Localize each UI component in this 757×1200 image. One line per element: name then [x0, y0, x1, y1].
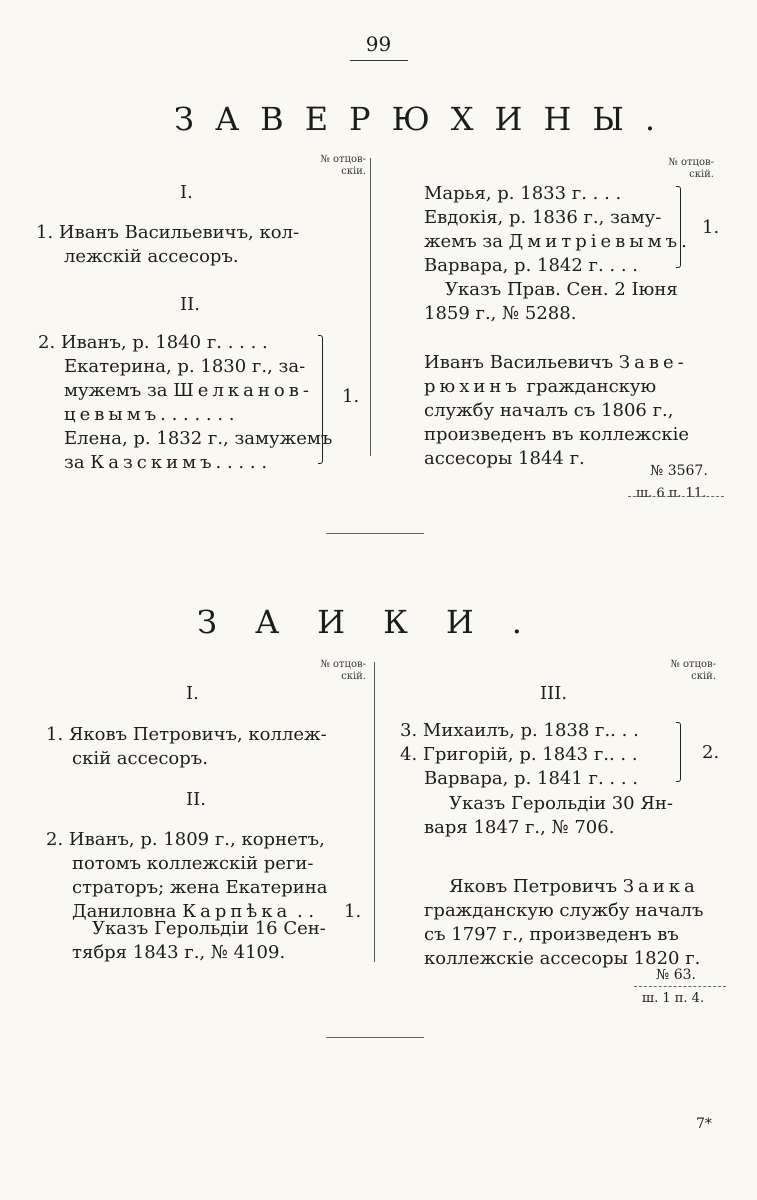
entry-line: Варвара, р. 1842 г. . . . [424, 255, 639, 276]
col-label-right-zai [650, 659, 716, 683]
grouping-brace [676, 722, 681, 782]
grouping-brace [676, 186, 681, 268]
col-label-line: № отцов- [320, 659, 366, 670]
col-label-left-zav [300, 154, 366, 178]
father-number: 1. [342, 386, 360, 407]
entry-line: страторъ; жена Екатерина [72, 877, 328, 898]
entry-line: за Казскимъ. . . . . [64, 452, 268, 473]
archive-ref-sheet: ш. 6 п. 11. [636, 486, 707, 501]
generation-heading: I. [186, 683, 199, 704]
entry-line: Варвара, р. 1841 г. . . . [424, 768, 639, 789]
entry-line: 1. Яковъ Петровичъ, коллеж- [46, 724, 327, 745]
archive-ref-sheet: ш. 1 п. 4. [642, 991, 705, 1006]
entry-line: лежскій ассесоръ. [64, 246, 239, 267]
col-label-line: скій. [689, 169, 714, 180]
col-label-line: № отцов- [320, 154, 366, 165]
entry-line: Екатерина, р. 1830 г., за- [64, 356, 306, 377]
col-label-line: скіи. [341, 166, 366, 177]
entry-line: 1. Иванъ Васильевичъ, кол- [36, 222, 300, 243]
entry-line: Евдокія, р. 1836 г., заму- [424, 207, 662, 228]
decree-line: тября 1843 г., № 4109. [72, 942, 286, 963]
page-number: 99 [365, 32, 392, 56]
note-line: службу началъ съ 1806 г., [424, 400, 674, 421]
father-number: 1. [344, 901, 362, 922]
header-rule [350, 60, 408, 61]
entry-line: Елена, р. 1832 г., замужемъ [64, 428, 333, 449]
col-label-line: скій. [691, 671, 716, 682]
entry-line: 2. Иванъ, р. 1840 г. . . . . [38, 332, 268, 353]
note-line: произведенъ въ коллежскіе [424, 424, 690, 445]
generation-heading: II. [180, 294, 200, 315]
decree-line: Указъ Герольдіи 16 Сен- [92, 918, 326, 939]
note-line: коллежскіе ассесоры 1820 г. [424, 948, 701, 969]
family-title-zaiki: ЗАИКИ. [197, 603, 560, 641]
ref-rule [634, 986, 726, 987]
entry-line: цевымъ. . . . . . . [64, 404, 235, 425]
column-divider [374, 662, 375, 962]
entry-line: Марья, р. 1833 г. . . . [424, 183, 622, 204]
generation-heading: III. [540, 683, 568, 704]
entry-line: 3. Михаилъ, р. 1838 г.. . . [400, 720, 639, 741]
entry-line: Даниловна Карпѣка . . [72, 901, 315, 922]
col-label-line: № отцов- [668, 157, 714, 168]
note-line: Иванъ Васильевичъ Заве- [424, 352, 688, 373]
col-label-left-zai [300, 659, 366, 683]
section-divider [326, 533, 424, 534]
entry-line: скій ассесоръ. [72, 748, 208, 769]
note-line: гражданскую службу началъ [424, 900, 704, 921]
note-line: ассесоры 1844 г. [424, 448, 585, 469]
note-line: рюхинъ гражданскую [424, 376, 657, 397]
ref-rule [628, 496, 724, 497]
entry-line: жемъ за Дмитріевымъ. [424, 231, 691, 252]
father-number: 1. [702, 217, 720, 238]
generation-heading: I. [180, 182, 193, 203]
col-label-line: скій. [341, 671, 366, 682]
archive-ref-number: № 3567. [650, 463, 708, 479]
note-line: съ 1797 г., произведенъ въ [424, 924, 679, 945]
generation-heading: II. [186, 789, 206, 810]
section-divider [326, 1037, 424, 1038]
decree-line: Указъ Герольдіи 30 Ян- [449, 793, 673, 814]
entry-line: 4. Григорій, р. 1843 г.. . . [400, 744, 638, 765]
entry-line: 2. Иванъ, р. 1809 г., корнетъ, [46, 829, 325, 850]
signature-mark: 7* [696, 1116, 712, 1132]
column-divider [370, 158, 371, 456]
col-label-line: № отцов- [670, 659, 716, 670]
note-line: Яковъ Петровичъ Заика [449, 876, 699, 897]
family-title-zaveryukhiny: ЗАВЕРЮХИНЫ. [174, 100, 677, 138]
father-number: 2. [702, 742, 720, 763]
col-label-right-zav [648, 157, 714, 181]
archive-ref-number: № 63. [656, 967, 696, 983]
grouping-brace [318, 335, 323, 464]
decree-line: Указъ Прав. Сен. 2 Іюня [445, 279, 678, 300]
decree-line: 1859 г., № 5288. [424, 303, 577, 324]
entry-line: мужемъ за Шелканов- [64, 380, 313, 401]
decree-line: варя 1847 г., № 706. [424, 817, 615, 838]
entry-line: потомъ коллежскій реги- [72, 853, 314, 874]
